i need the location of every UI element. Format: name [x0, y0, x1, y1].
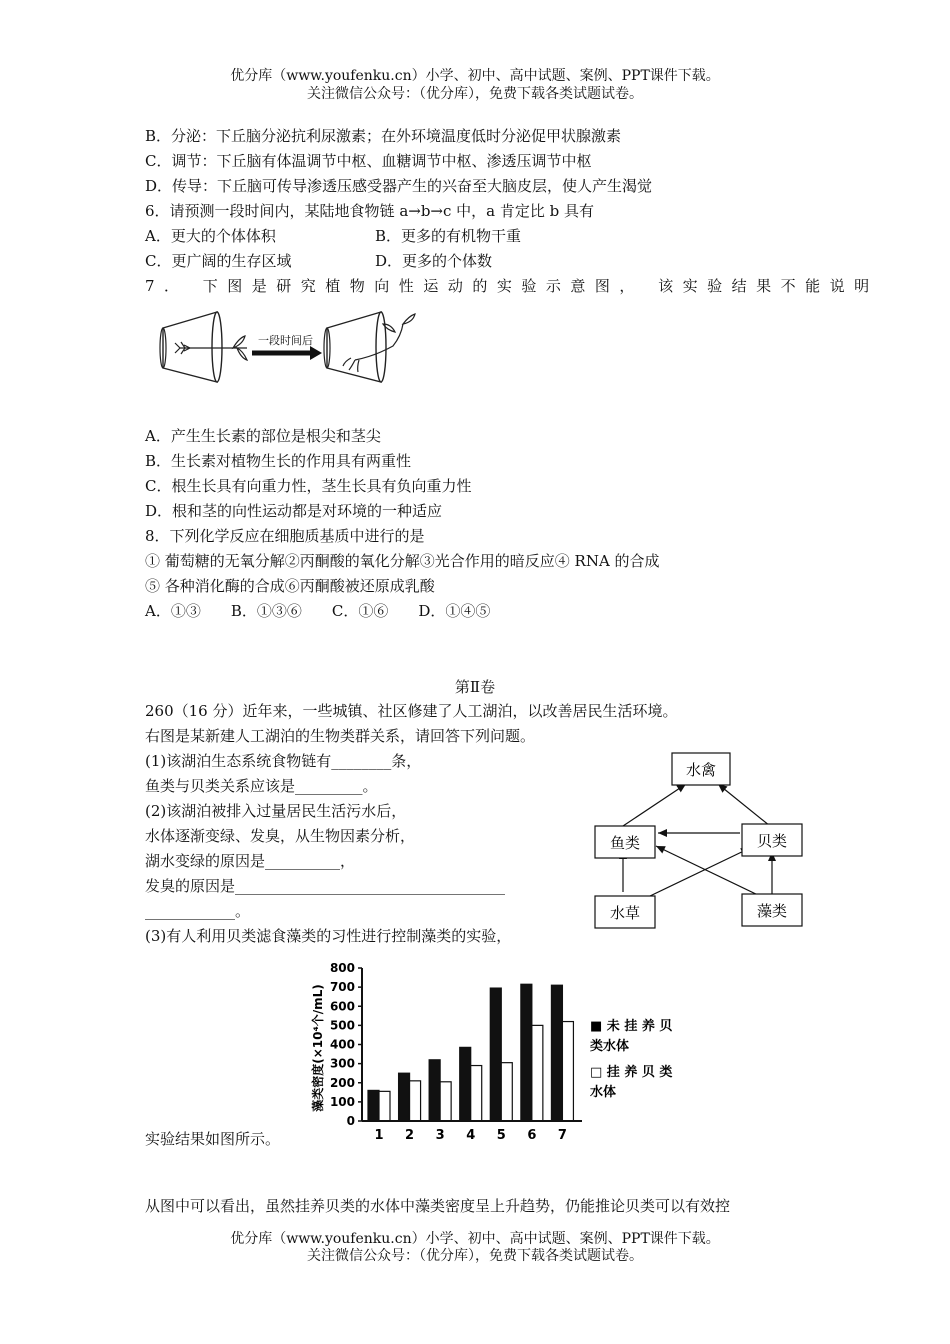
- arrow-head-icon: [310, 346, 322, 360]
- bar-without-shellfish: [490, 988, 501, 1121]
- node-waterfowl: [672, 753, 730, 785]
- q26-part1-b: 鱼类与贝类关系应该是_________。: [145, 777, 378, 795]
- q7-option-c: C．根生长具有向重力性，茎生长具有负向重力性: [145, 477, 472, 495]
- q8-items-1: ① 葡萄糖的无氧分解②丙酮酸的氧化分解③光合作用的暗反应④ RNA 的合成: [145, 552, 660, 570]
- q6-option-a: A．更大的个体体积: [145, 227, 276, 245]
- node-label: 鱼类: [609, 834, 641, 852]
- section-title: 第Ⅱ卷: [454, 678, 496, 696]
- q8-stem: 8．下列化学反应在细胞质基质中进行的是: [145, 527, 425, 545]
- q26-intro-2: 右图是某新建人工湖泊的生物类群关系，请回答下列问题。: [145, 727, 536, 745]
- q6-option-b: B．更多的有机物干重: [375, 227, 522, 245]
- left-seedling: [175, 336, 247, 360]
- bar-with-shellfish: [532, 1025, 543, 1121]
- x-category-label: 7: [557, 1128, 567, 1143]
- y-axis-label: 藻类密度(×10⁴个/mL): [311, 984, 325, 1112]
- q5-option-c: C．调节：下丘脑有体温调节中枢、血糖调节中枢、渗透压调节中枢: [145, 152, 592, 170]
- y-tick-label: 600: [329, 999, 355, 1014]
- q26-part1-a: (1)该湖泊生态系统食物链有________条，: [145, 752, 422, 770]
- q8-items-2: ⑤ 各种消化酶的合成⑥丙酮酸被还原成乳酸: [145, 577, 435, 595]
- bar-with-shellfish: [410, 1081, 421, 1121]
- q26-part2-b: 水体逐渐变绿、发臭，从生物因素分析，: [145, 827, 416, 845]
- tropism-figure: [155, 306, 425, 388]
- q6-option-d: D．更多的个体数: [375, 252, 493, 270]
- node-label: 贝类: [756, 832, 788, 850]
- node-label: 水草: [609, 904, 641, 922]
- bar-with-shellfish: [501, 1063, 512, 1121]
- q5-option-b: B．分泌：下丘脑分泌抗利尿激素；在外环境温度低时分泌促甲状腺激素: [145, 127, 622, 145]
- q26-part2-d: 发臭的原因是____________________________________: [145, 877, 506, 895]
- x-category-label: 1: [374, 1128, 384, 1143]
- x-category-label: 5: [496, 1128, 506, 1143]
- bar-without-shellfish: [460, 1047, 471, 1121]
- bar-without-shellfish: [399, 1073, 410, 1121]
- bar-without-shellfish: [429, 1060, 440, 1121]
- q7-option-a: A．产生生长素的部位是根尖和茎尖: [145, 427, 381, 445]
- x-category-label: 3: [435, 1128, 445, 1143]
- y-tick-label: 300: [329, 1056, 355, 1071]
- legend-line-2: 类水体: [590, 1039, 630, 1054]
- bar-without-shellfish: [368, 1090, 379, 1121]
- bar-with-shellfish: [379, 1091, 390, 1121]
- y-tick-label: 100: [329, 1094, 355, 1109]
- figure-label: 一段时间后: [258, 334, 313, 347]
- bar-with-shellfish: [440, 1082, 451, 1121]
- q6-option-c: C．更广阔的生存区域: [145, 252, 292, 270]
- right-cup: [324, 312, 386, 382]
- q26-part3: (3)有人利用贝类滤食藻类的习性进行控制藻类的实验，: [145, 927, 512, 945]
- q7-option-d: D．根和茎的向性运动都是对环境的一种适应: [145, 502, 443, 520]
- node-label: 水禽: [685, 761, 717, 779]
- y-tick-label: 200: [329, 1075, 355, 1090]
- q26-intro-1: 260（16 分）近年来，一些城镇、社区修建了人工湖泊，以改善居民生活环境。: [145, 702, 678, 720]
- x-category-label: 6: [527, 1128, 537, 1143]
- node-fish: [595, 826, 655, 858]
- y-tick-label: 700: [329, 980, 355, 995]
- bar-with-shellfish: [471, 1066, 482, 1121]
- q26-conclusion: 从图中可以看出，虽然挂养贝类的水体中藻类密度呈上升趋势，仍能推论贝类可以有效控: [145, 1197, 731, 1215]
- q26-part2-c: 湖水变绿的原因是__________，: [145, 852, 356, 870]
- y-tick-label: 400: [329, 1037, 355, 1052]
- bar-without-shellfish: [521, 984, 532, 1121]
- node-label: 藻类: [756, 902, 788, 920]
- x-category-label: 2: [405, 1128, 415, 1143]
- y-tick-label: 500: [329, 1018, 355, 1033]
- x-category-label: 4: [466, 1128, 476, 1143]
- q26-result: 实验结果如图所示。: [145, 1130, 281, 1148]
- q7-stem: 7． 下图是研究植物向性运动的实验示意图， 该实验结果不能说明: [145, 277, 879, 295]
- footer-line-2: 关注微信公众号：（优分库），免费下载各类试题试卷。: [307, 1248, 643, 1264]
- legend-line-1: ■ 未 挂 养 贝: [590, 1019, 673, 1034]
- bar-without-shellfish: [551, 985, 562, 1121]
- node-aquatic-weed: [595, 896, 655, 928]
- food-web-diagram: [590, 748, 815, 933]
- legend-line-4: 水体: [590, 1085, 617, 1100]
- header-line-2: 关注微信公众号：（优分库），免费下载各类试题试卷。: [307, 86, 643, 102]
- q5-option-d: D．传导：下丘脑可传导渗透压感受器产生的兴奋至大脑皮层，使人产生渴觉: [145, 177, 653, 195]
- left-cup: [160, 312, 222, 382]
- q6-stem: 6．请预测一段时间内，某陆地食物链 a→b→c 中，a 肯定比 b 具有: [145, 202, 595, 220]
- header-line-1: 优分库（www.youfenku.cn）小学、初中、高中试题、案例、PPT课件下载。: [230, 68, 720, 84]
- node-algae: [742, 894, 802, 926]
- algae-density-chart: [300, 958, 690, 1143]
- chart-legend: [590, 1018, 672, 1100]
- q26-part2-e: ____________。: [145, 902, 251, 920]
- q26-part2-a: (2)该湖泊被排入过量居民生活污水后，: [145, 802, 407, 820]
- y-tick-label: 0: [346, 1114, 355, 1128]
- legend-line-3: □ 挂 养 贝 类: [590, 1065, 673, 1080]
- footer-line-1: 优分库（www.youfenku.cn）小学、初中、高中试题、案例、PPT课件下载。: [230, 1231, 720, 1247]
- y-tick-label: 800: [329, 961, 355, 975]
- node-shellfish: [742, 824, 802, 856]
- q7-option-b: B．生长素对植物生长的作用具有两重性: [145, 452, 412, 470]
- q8-options: A．①③ B．①③⑥ C．①⑥ D．①④⑤: [145, 602, 491, 620]
- bar-with-shellfish: [562, 1022, 573, 1121]
